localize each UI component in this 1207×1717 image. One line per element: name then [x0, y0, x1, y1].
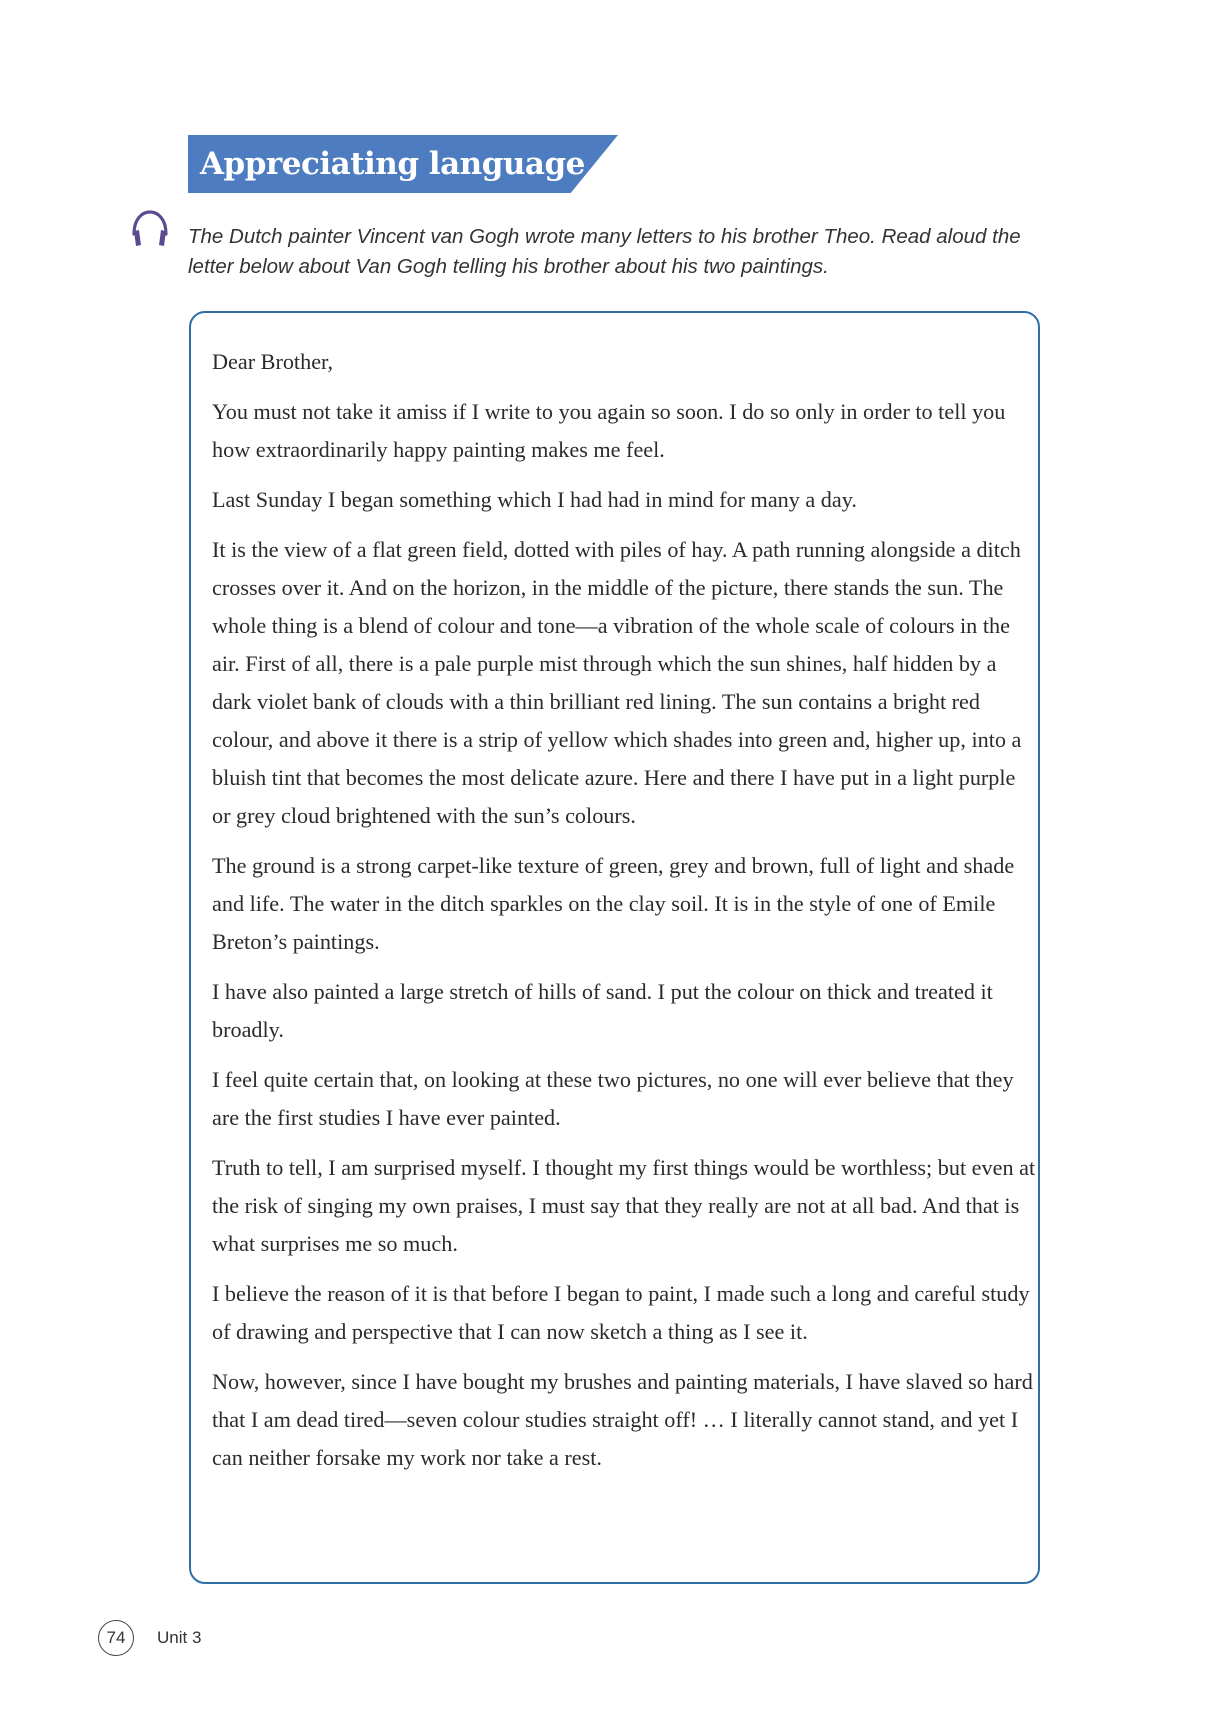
- letter-paragraph: It is the view of a flat green field, dotted with piles of hay. A path running alongside a ditch crosses over it. And on the horizon, in the middle of the picture, there stands the sun. The whole thing is a blend of colour and tone—a vibration of the whole scale of colours in the air. First of all, there is a pale purple mist through which the sun shines, half hidden by a dark violet bank of clouds with a thin brilliant red lining. The sun contains a bright red colour, and above it there is a strip of yellow which shades into green and, higher up, into a bluish tint that becomes the most delicate azure. Here and there I have put in a light purple or grey cloud brightened with the sun’s colours.: [212, 537, 1022, 828]
- letter-paragraph: You must not take it amiss if I write to you again so soon. I do so only in order to tell you how extraordinarily happy painting makes me feel.: [212, 399, 1006, 462]
- unit-label: Unit 3: [157, 1628, 202, 1647]
- page-number: 74: [98, 1620, 134, 1656]
- letter-paragraph: Now, however, since I have bought my brushes and painting materials, I have slaved so hard that I am dead tired—seven colour studies straight off! … I literally cannot stand, and yet I can neither forsake my work nor take a rest.: [212, 1369, 1033, 1470]
- letter-paragraph: The ground is a strong carpet-like texture of green, grey and brown, full of light and shade and life. The water in the ditch sparkles on the clay soil. It is in the style of one of Emile Breton’s paintings.: [212, 853, 1015, 954]
- letter-paragraph: I believe the reason of it is that before I began to paint, I made such a long and careful study of drawing and perspective that I can now sketch a thing as I see it.: [212, 1281, 1030, 1344]
- letter-salutation: Dear Brother,: [212, 349, 334, 374]
- letter-paragraph: Last Sunday I began something which I had had in mind for many a day.: [212, 487, 857, 512]
- letter-paragraph: I have also painted a large stretch of hills of sand. I put the colour on thick and treated it broadly.: [212, 979, 993, 1042]
- letter-paragraph: Truth to tell, I am surprised myself. I thought my first things would be worthless; but even at the risk of singing my own praises, I must say that they really are not at all bad. And that is what surprises me so much.: [212, 1155, 1036, 1256]
- section-title: Appreciating language: [200, 146, 585, 182]
- letter-paragraph: I feel quite certain that, on looking at these two pictures, no one will ever believe that they are the first studies I have ever painted.: [212, 1067, 1014, 1130]
- instruction-text: The Dutch painter Vincent van Gogh wrote many letters to his brother Theo. Read aloud the letter below about Van Gogh telling his brother about his two paintings.: [188, 225, 1021, 278]
- letter-text: [212, 343, 1038, 1489]
- headphones-icon[interactable]: [128, 207, 172, 251]
